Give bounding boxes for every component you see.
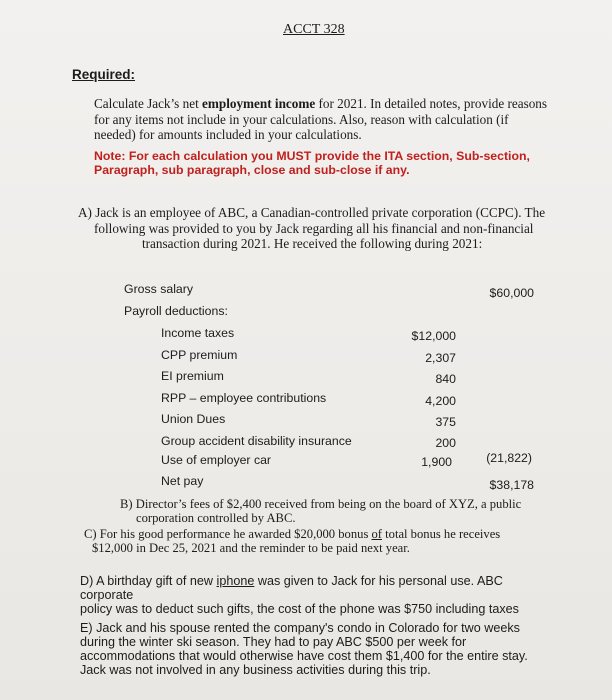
deduction-label: CPP premium xyxy=(161,348,238,362)
part-d-line1: D) A birthday gift of new iphone was given to Jack for his personal use. ABC corporate xyxy=(80,574,503,602)
deduction-label: RPP – employee contributions xyxy=(161,391,327,405)
gross-salary-label: Gross salary xyxy=(124,282,194,296)
instructions-line3: needed) for amounts included in your calculations. xyxy=(94,127,362,142)
deduction-value: 375 xyxy=(435,415,456,429)
part-d-paragraph xyxy=(80,574,550,616)
deduction-value: 1,900 xyxy=(421,455,452,469)
payroll-deductions-label: Payroll deductions: xyxy=(124,304,228,318)
part-e-line2: during the winter ski season. They had to pay ABC $500 per week for xyxy=(80,635,467,649)
note-line1: Note: For each calculation you MUST provide the ITA section, Sub-section, xyxy=(94,149,530,163)
deduction-label: EI premium xyxy=(161,369,224,383)
part-e-line4: Jack was not involved in any business activities during this trip. xyxy=(80,663,431,677)
deduction-label: Income taxes xyxy=(161,326,235,340)
part-d-line2: policy was to deduct such gifts, the cost of the phone was $750 including taxes xyxy=(80,602,519,616)
deduction-value: 2,307 xyxy=(425,351,456,365)
deduction-label: Union Dues xyxy=(161,412,226,426)
course-title: ACCT 328 xyxy=(283,22,345,37)
note-line2: Paragraph, sub paragraph, close and sub-close if any. xyxy=(94,163,410,177)
deduction-label: Group accident disability insurance xyxy=(161,434,352,448)
net-pay-label: Net pay xyxy=(161,474,204,488)
instructions-line1: Calculate Jack’s net employment income for 2021. In detailed notes, provide reasons xyxy=(94,96,548,111)
part-a-line3: transaction during 2021. He received the following during 2021: xyxy=(142,236,483,251)
note-callout xyxy=(94,149,564,177)
part-c-line2: $12,000 in Dec 25, 2021 and the reminder to be paid next year. xyxy=(92,541,410,555)
instructions-line2: for any items not include in your calculations. Also, reason with calculation (if xyxy=(94,111,509,127)
part-b-paragraph xyxy=(120,497,550,525)
total-deductions-value: (21,822) xyxy=(486,451,532,465)
part-e-paragraph xyxy=(80,621,550,677)
instructions-paragraph xyxy=(94,96,564,143)
deduction-label: Use of employer car xyxy=(161,453,272,467)
part-c-paragraph xyxy=(84,527,544,555)
part-a-paragraph xyxy=(78,205,563,252)
part-e-line3: accommodations that would otherwise have cost them $1,400 for the entire stay. xyxy=(80,649,528,663)
gross-salary-value: $60,000 xyxy=(489,286,534,300)
deduction-value: $12,000 xyxy=(411,329,456,343)
part-a-line2: following was provided to you by Jack regarding all his financial and non-financial xyxy=(94,220,534,236)
part-e-line1: E) Jack and his spouse rented the company's condo in Colorado for two weeks xyxy=(80,621,520,635)
part-b-line1: B) Director’s fees of $2,400 received from being on the board of XYZ, a public xyxy=(120,497,522,511)
deduction-value: 840 xyxy=(435,372,456,386)
part-b-line2: corporation controlled by ABC. xyxy=(136,511,296,525)
net-pay-value: $38,178 xyxy=(489,478,534,492)
deduction-value: 200 xyxy=(435,436,456,450)
part-c-line1: C) For his good performance he awarded $20,000 bonus of total bonus he receives xyxy=(84,527,501,541)
part-a-line1: A) Jack is an employee of ABC, a Canadian-controlled private corporation (CCPC). The xyxy=(78,205,546,220)
deduction-value: 4,200 xyxy=(425,394,456,408)
required-heading: Required: xyxy=(72,67,136,82)
